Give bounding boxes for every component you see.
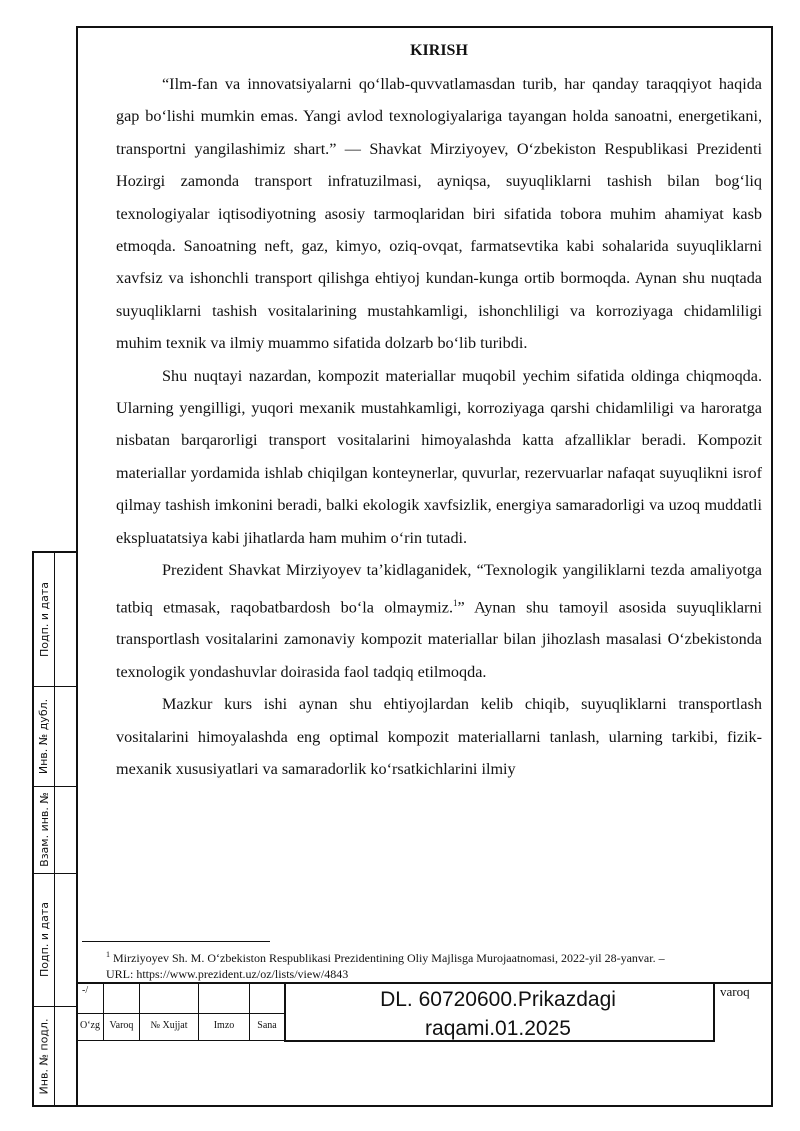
footnote-reference: 1 [453,597,458,608]
paragraph-3 [116,554,762,688]
side-label-original-inv: Инв. № подл. [37,1018,51,1095]
footnote-text: Mirziyoyev Sh. M. O‘zbekiston Respublikasi Prezidentining Oliy Majlisga Murojaatnomasi, 2022-yil 28-yanvar. – [113,951,665,965]
paragraph-3-text: Prezident Shavkat Mirziyoyev ta’kidlaganidek, “Texnologik yangiliklarni tezda amaliyotga tatbiq etmasak, raqobatbardosh bo‘la olmaymiz. [116,561,762,616]
stamp-header-signature: Imzo [213,1020,235,1031]
side-label-sign-date-1: Подп. и дата [37,582,51,657]
stamp-col-divider [249,982,250,1040]
document-code-line-1: DL. 60720600.Prikazdagi [380,988,616,1011]
document-body [116,40,762,785]
paragraph-2: Shu nuqtayi nazardan, kompozit materiallar muqobil yechim sifatida oldinga chiqmoqda. Ularning yengilligi, yuqori mexanik mustahkamligi, korroziyaga qarshi chidamliligi va haroratga nisbatan barqarorligi transport vositalarini himoyalashda katta afzalliklar beradi. Kompozit materiallar yordamida ishlab chiqilgan konteynerlar, quvurlar, rezervuarlar nafaqat suyuqlikni isrof qilmay tashish imkonini beradi, balki ekologik xavfsizlik, energiya samaradorligi va uzoq muddatli ekspluatatsiya kabi jihatlarda ham muhim o‘rin tutadi. [116,366,762,547]
document-code-line-2: raqami.01.2025 [425,1017,571,1040]
stamp-header-change: O‘zg [80,1020,100,1031]
stamp-col-divider [103,982,104,1040]
stamp-top-border [76,982,773,984]
stamp-header-document: № Xujjat [150,1020,188,1031]
sheet-label: varoq [720,984,750,999]
stamp-header-date: Sana [257,1020,277,1031]
document-code [286,985,710,1043]
footnote-line-2: URL: https://www.prezident.uz/oz/lists/view/4843 [106,967,349,981]
section-title: KIRISH [410,42,468,59]
footnote [106,947,756,982]
side-strip [32,551,76,1107]
stamp-col-divider [713,982,715,1042]
side-label-sign-date-2: Подп. и дата [37,902,51,977]
paragraph-1: “Ilm-fan va innovatsiyalarni qo‘llab-quvvatlamasdan turib, har qanday taraqqiyot haqida gap bo‘lishi mumkin emas. Yangi avlod texnologiyalariga tayangan holda sanoatni, energetikani, transportni yangilashimiz shart.” — Shavkat Mirziyoyev, O‘zbekiston Respublikasi Prezidenti Hozirgi zamonda transport infratuzilmasi, ayniqsa, suyuqliklarni tashish bilan bog‘liq texnologiyalar iqtisodiyotning asosiy tarmoqlaridan biri sifatida tobora muhim ahamiyat kasb etmoqda. Sanoatning neft, gaz, kimyo, oziq-ovqat, farmatsevtika kabi sohalarida suyuqliklarni xavfsiz va ishonchli transport qilishga ehtiyoj kundan-kunga ortib bormoqda. Aynan shu nuqtada suyuqliklarni tashish vositalarining mustahkamligi, ishonchliligi va korroziyaga chidamliligi muhim texnik va ilmiy muammo sifatida dolzarb bo‘lib turibdi. [116,75,762,353]
stamp-header-sheet: Varoq [109,1020,134,1031]
stamp-col-divider [198,982,199,1040]
stamp-row-divider [76,1013,284,1014]
stamp-mark: -/ [82,985,89,996]
paragraph-4: Mazkur kurs ishi aynan shu ehtiyojlardan kelib chiqib, suyuqliklarni transportlash vositalarini himoyalashda eng optimal kompozit materiallarni tanlash, ularning tarkibi, fizik-mexanik xususiyatlari va samaradorlik ko‘rsatkichlarini ilmiy [116,695,762,778]
stamp-row-divider [76,1040,284,1041]
side-label-replace-inv: Взам. инв. № [37,792,51,867]
footnote-mark: 1 [106,950,110,959]
footnote-line-1 [106,947,756,966]
side-label-duplicate-inv: Инв. № дубл. [37,698,51,774]
footnote-separator [82,941,270,942]
paragraph-3-text-end: ” Aynan shu tamoyil asosida suyuqliklarni transportlash vositalarini zamonaviy kompozit materiallar bilan jihozlash masalasi O‘zbekistonda texnologik yondashuvlar doirasida faol tadqiq etilmoqda. [116,597,763,681]
stamp-col-divider [139,982,140,1040]
